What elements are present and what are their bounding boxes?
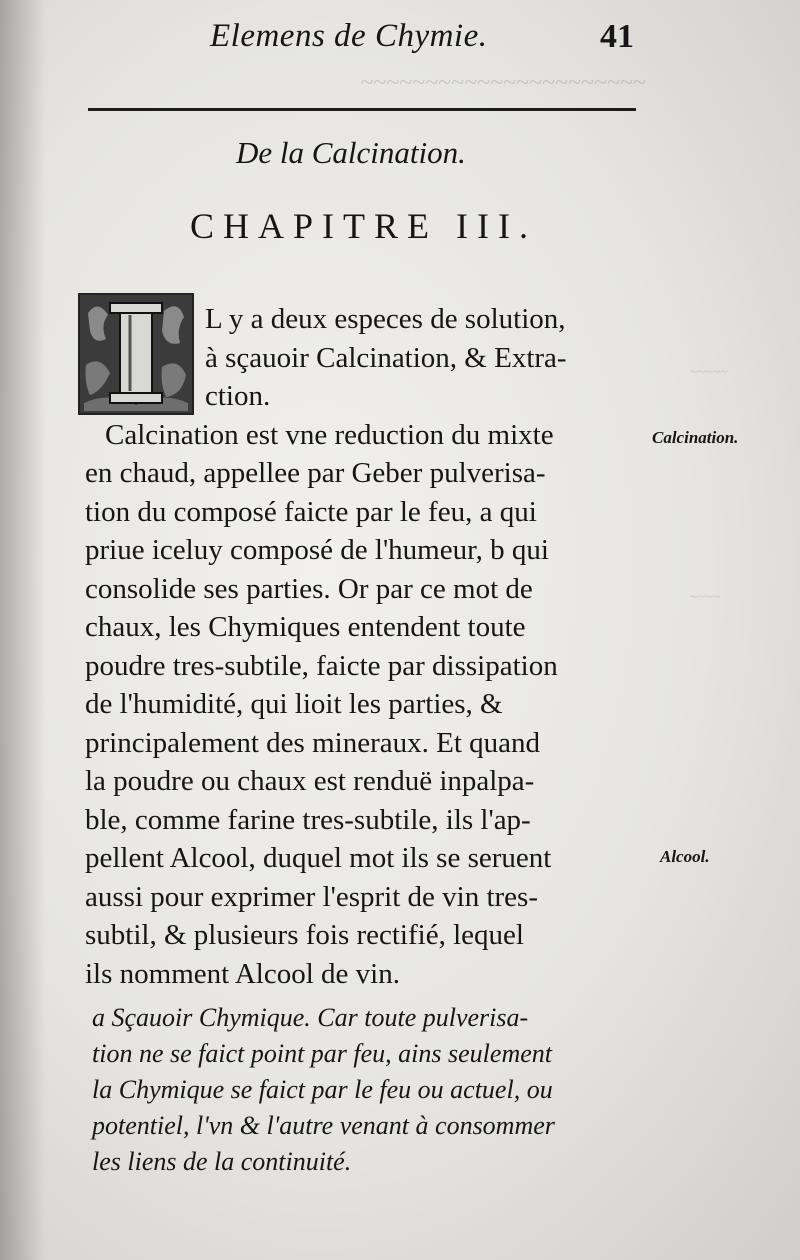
page-number: 41 xyxy=(600,18,634,55)
body-line: ble, comme farine tres-subtile, ils l'ap- xyxy=(85,803,531,836)
section-title: De la Calcination. xyxy=(236,135,466,170)
chapter-title: CHAPITRE III. xyxy=(190,206,537,246)
margin-note-alcool: Alcool. xyxy=(660,847,710,866)
bleed-through: ~~~~~~~~~~~~~~~~~~~~~~ xyxy=(360,70,646,96)
running-title: Elemens de Chymie. xyxy=(210,18,488,54)
body-line: tion du composé faicte par le feu, a qui xyxy=(85,495,537,528)
footnote-line: a Sçauoir Chymique. Car toute pulverisa- xyxy=(92,1003,529,1032)
bleed-through: ~~~~~ xyxy=(690,365,728,380)
body-line: L y a deux especes de solution, xyxy=(205,303,566,335)
margin-note-calcination: Calcination. xyxy=(652,428,739,447)
body-line: principalement des mineraux. Et quand xyxy=(85,726,540,759)
body-text xyxy=(85,300,655,993)
body-line: Calcination est vne reduction du mixte xyxy=(105,418,554,451)
footnote-line: tion ne se faict point par feu, ains seulement xyxy=(92,1039,552,1068)
footnote-line: potentiel, l'vn & l'autre venant à consommer xyxy=(92,1111,555,1140)
body-line: priue iceluy composé de l'humeur, b qui xyxy=(85,534,549,566)
footnotes xyxy=(92,1000,662,1180)
body-line: à sçauoir Calcination, & Extra- xyxy=(205,341,567,374)
header-rule xyxy=(88,108,636,111)
body-line: ction. xyxy=(205,380,271,412)
body-line: la poudre ou chaux est renduë inpalpa- xyxy=(85,765,535,797)
body-line: pellent Alcool, duquel mot ils se seruent xyxy=(85,842,552,874)
body-line: en chaud, appellee par Geber pulverisa- xyxy=(85,457,546,489)
footnote-line: les liens de la continuité. xyxy=(92,1147,352,1176)
body-line: de l'humidité, qui lioit les parties, & xyxy=(85,688,503,720)
body-line: subtil, & plusieurs fois rectifié, lequel xyxy=(85,919,524,951)
running-head xyxy=(0,12,800,72)
body-line: chaux, les Chymiques entendent toute xyxy=(85,611,526,643)
bleed-through: ~~~~ xyxy=(690,590,721,605)
footnote-line: la Chymique se faict par le feu ou actuel, ou xyxy=(92,1075,553,1104)
body-line: poudre tres-subtile, faicte par dissipation xyxy=(85,649,558,682)
body-line: ils nomment Alcool de vin. xyxy=(85,957,400,990)
body-line: aussi pour exprimer l'esprit de vin tres- xyxy=(85,880,538,913)
body-line: consolide ses parties. Or par ce mot de xyxy=(85,572,533,605)
spine-shadow xyxy=(0,0,46,1260)
